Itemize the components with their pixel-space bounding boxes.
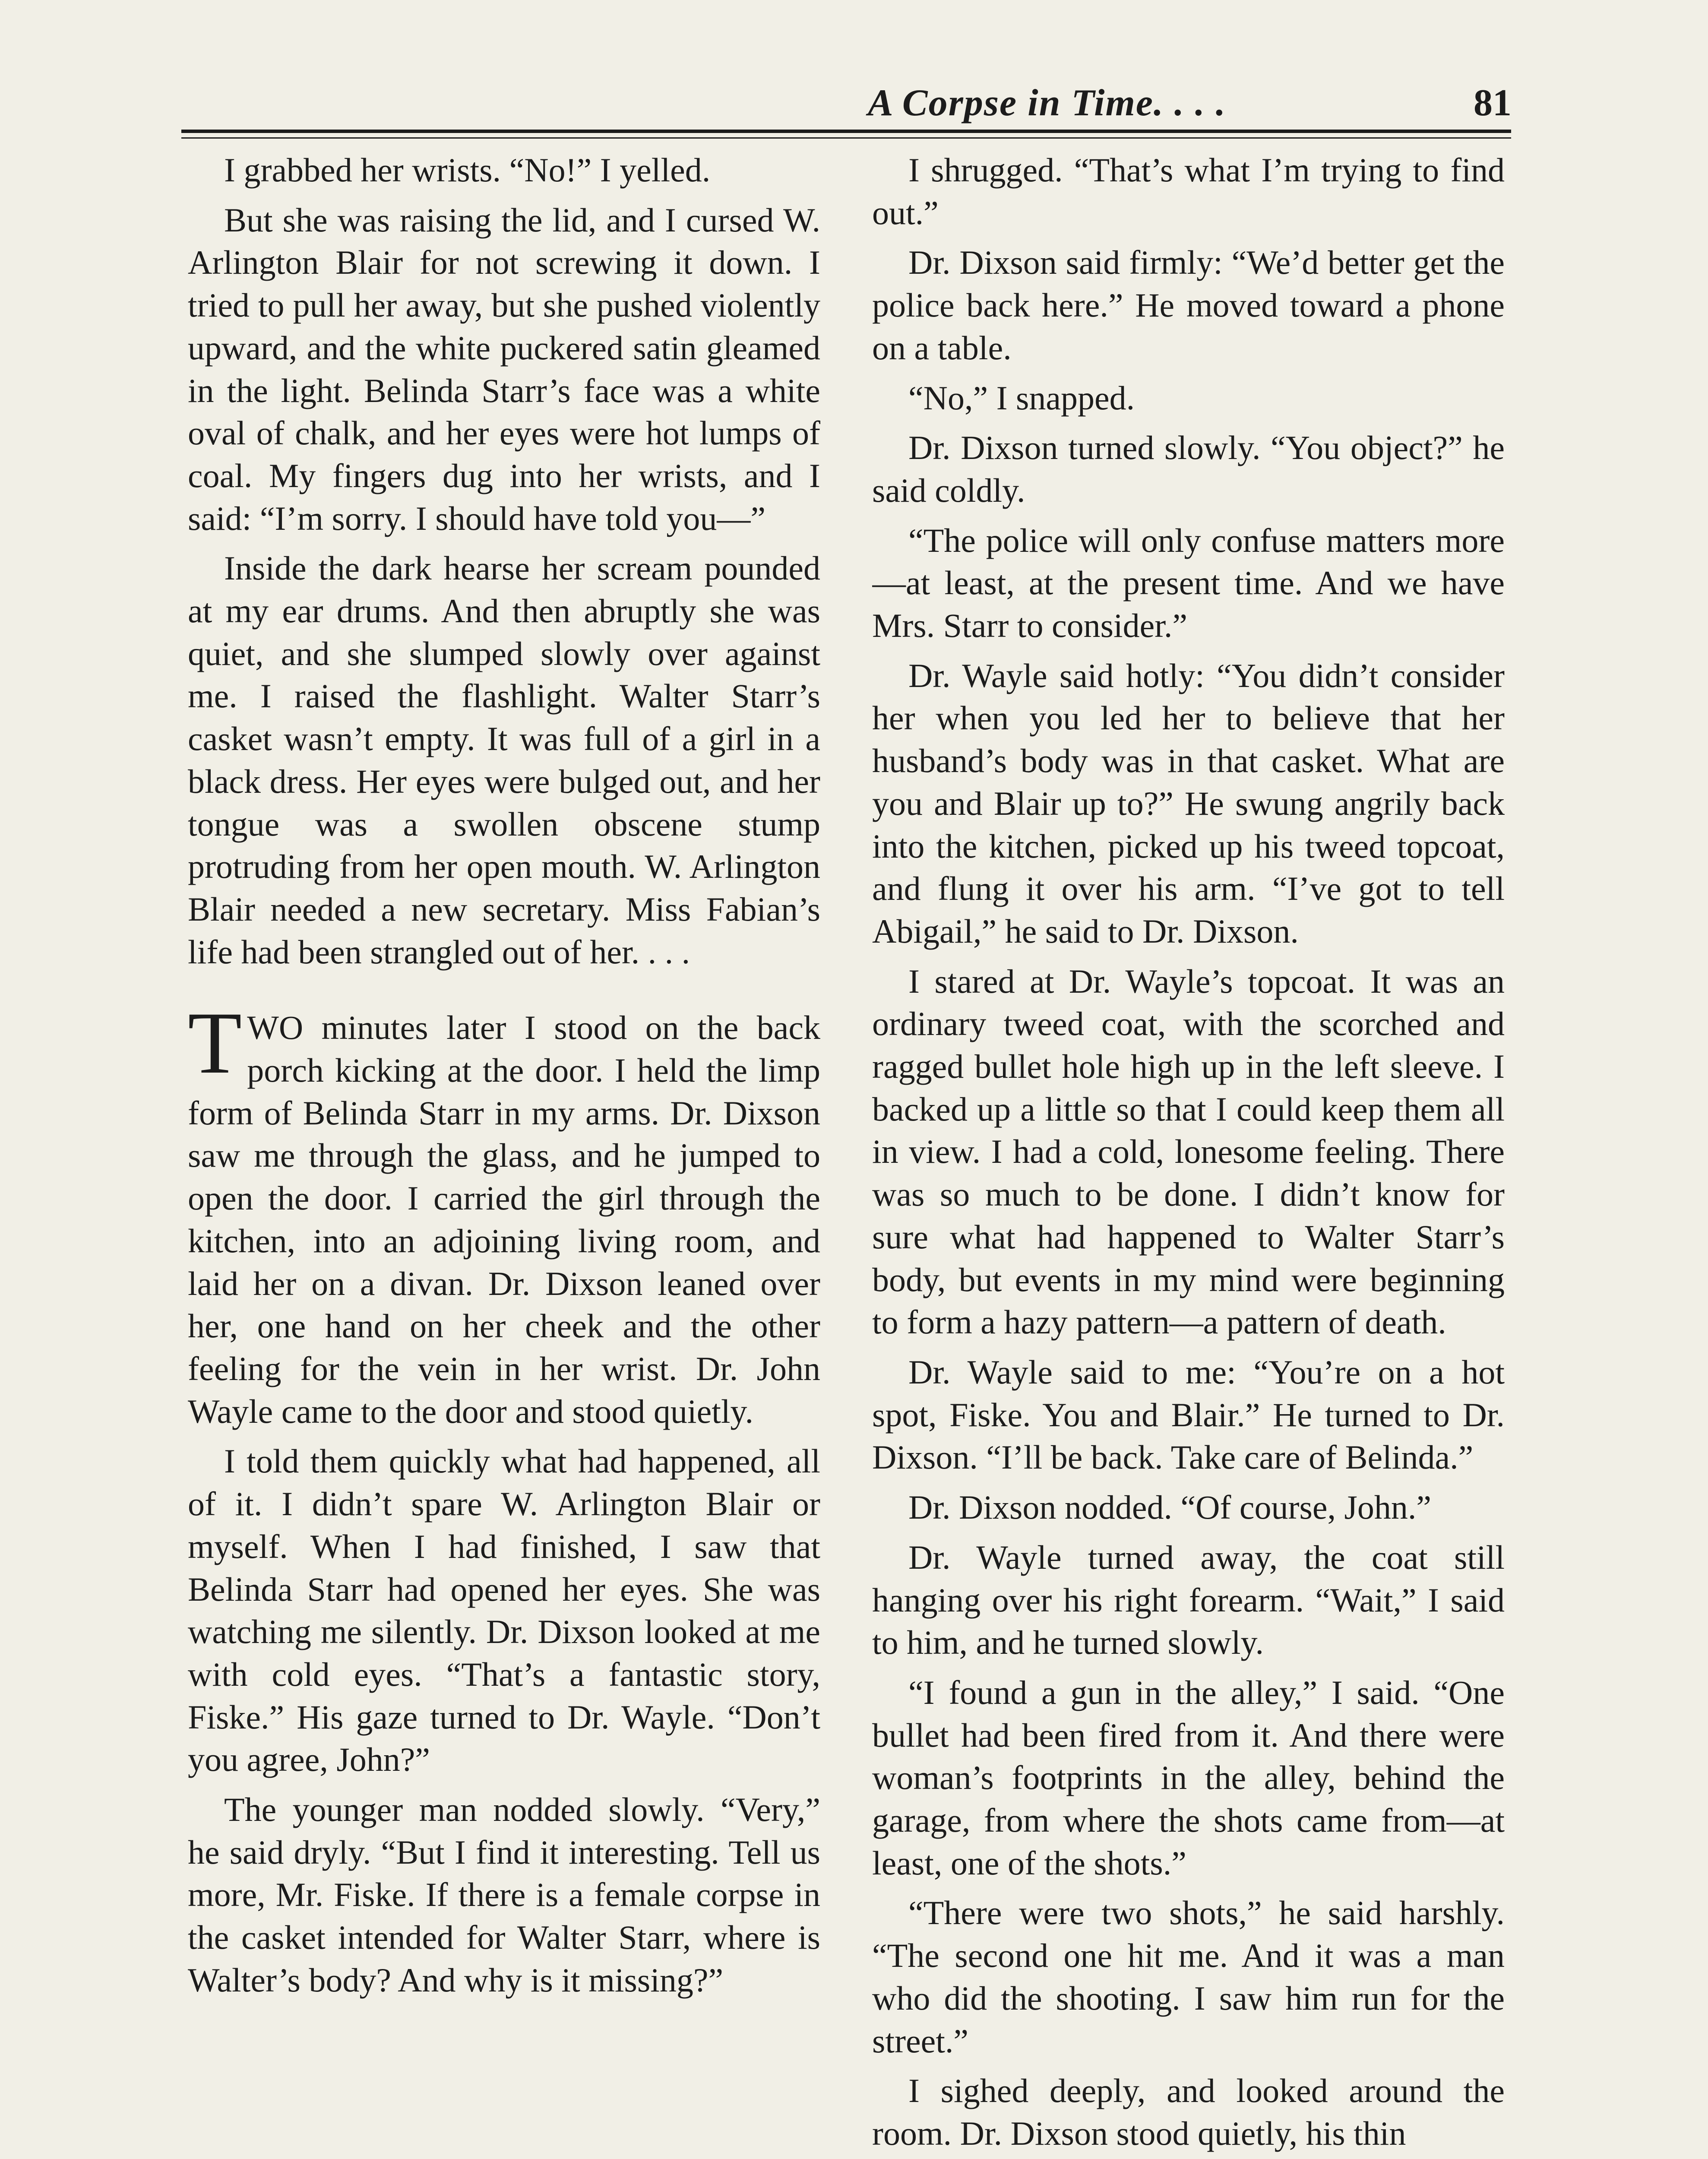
running-title: A Corpse in Time. . . . [868, 82, 1226, 124]
page-number: 81 [1474, 82, 1512, 124]
paragraph: But she was raising the lid, and I cursed W. Arlington Blair for not screwing it down. I tried to pull her away, but she pushed violently upward, and the white puckered satin gleamed in the light. Belinda Starr’s face was a white oval of chalk, and her eyes were hot lumps of coal. My fingers dug into her wrists, and I said: “I’m sorry. I should have told you—” [188, 201, 820, 537]
header-rule-thin [181, 137, 1511, 139]
paragraph: Dr. Wayle said hotly: “You didn’t consider her when you led her to believe that her husband’s body was in that casket. What are you and Blair up to?” He swung angrily back into the kitchen, picked up his tweed topcoat, and flung it over his arm. “I’ve got to tell Abigail,” he said to Dr. Dixson. [872, 656, 1505, 950]
paragraph: Dr. Wayle turned away, the coat still hanging over his right forearm. “Wait,” I said to him, and he turned slowly. [872, 1538, 1505, 1662]
paragraph: Dr. Dixson turned slowly. “You object?” he said coldly. [872, 429, 1505, 509]
paragraph: “The police will only confuse matters more—at least, at the present time. And we have Mrs. Starr to consider.” [872, 521, 1505, 645]
section-break [188, 981, 820, 1007]
paragraph: Dr. Dixson said firmly: “We’d better get the police back here.” He moved toward a phone on a table. [872, 244, 1505, 367]
paragraph: Inside the dark hearse her scream pounded at my ear drums. And then abruptly she was quiet, and she slumped slowly over against me. I raised the flashlight. Walter Starr’s casket wasn’t empty. It was full of a girl in a black dress. Her eyes were bulged out, and her tongue was a swollen obscene stump protruding from her open mouth. W. Arlington Blair needed a new secretary. Miss Fabian’s life had been strangled out of her. . . . [188, 549, 820, 971]
section-opening-text: WO minutes later I stood on the back porch kicking at the door. I held the limp form of Belinda Starr in my arms. Dr. Dixson saw me through the glass, and he jumped to open the door. I carried the girl through the kitchen, into an adjoining living room, and laid her on a divan. Dr. Dixson leaned over her, one hand on her cheek and the other feeling for the vein in her wrist. Dr. John Wayle came to the door and stood quietly. [188, 1009, 820, 1430]
paragraph: I stared at Dr. Wayle’s topcoat. It was an ordinary tweed coat, with the scorched and ragged bullet hole high up in the left sleeve. I backed up a little so that I could keep them all in view. I had a cold, lonesome feeling. There was so much to be done. I didn’t know for sure what had happened to Walter Starr’s body, but events in my mind were beginning to form a hazy pattern—a pattern of death. [872, 962, 1505, 1341]
drop-cap: T [188, 994, 242, 1092]
paragraph: Dr. Wayle said to me: “You’re on a hot spot, Fiske. You and Blair.” He turned to Dr. Dixson. “I’ll be back. Take care of Belinda.” [872, 1353, 1505, 1476]
right-column [872, 149, 1505, 2159]
section-opening-paragraph [188, 994, 820, 1433]
left-column [188, 149, 820, 2159]
paragraph: The younger man nodded slowly. “Very,” he said dryly. “But I find it interesting. Tell us more, Mr. Fiske. If there is a female corpse in the casket intended for Walter Starr, where is Walter’s body? And why is it missing?” [188, 1791, 820, 1999]
paragraph: I told them quickly what had happened, all of it. I didn’t spare W. Arlington Blair or myself. When I had finished, I saw that Belinda Starr had opened her eyes. She was watching me silently. Dr. Dixson looked at me with cold eyes. “That’s a fantastic story, Fiske.” His gaze turned to Dr. Wayle. “Don’t you agree, John?” [188, 1442, 820, 1779]
paragraph: I sighed deeply, and looked around the room. Dr. Dixson stood quietly, his thin [872, 2072, 1505, 2152]
paragraph: “No,” I snapped. [908, 379, 1135, 417]
paragraph: “I found a gun in the alley,” I said. “One bullet had been fired from it. And there were woman’s footprints in the alley, behind the garage, from where the shots came from—at least, one of the shots.” [872, 1673, 1505, 1882]
paragraph: “There were two shots,” he said harshly. “The second one hit me. And it was a man who did the shooting. I saw him run for the street.” [872, 1894, 1505, 2060]
header-rule [181, 130, 1511, 133]
paragraph: Dr. Dixson nodded. “Of course, John.” [908, 1488, 1431, 1526]
paragraph: I grabbed her wrists. “No!” I yelled. [224, 151, 711, 189]
paragraph: I shrugged. “That’s what I’m trying to find out.” [872, 151, 1505, 231]
